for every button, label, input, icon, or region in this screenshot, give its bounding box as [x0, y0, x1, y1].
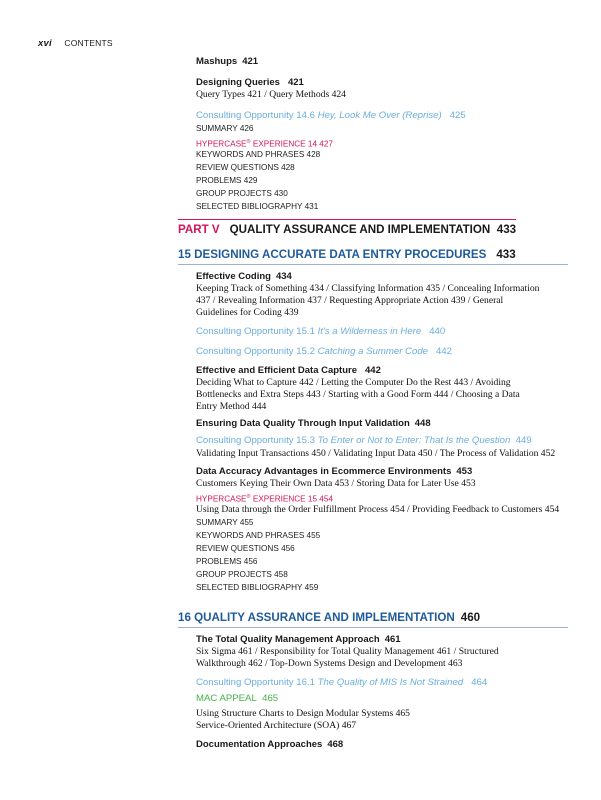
- summary-14[interactable]: SUMMARY 426: [196, 124, 254, 133]
- hypercase-14[interactable]: HYPERCASE® EXPERIENCE 14 427: [196, 139, 333, 149]
- mac-appeal[interactable]: MAC APPEAL 465: [196, 693, 279, 704]
- keywords-15[interactable]: KEYWORDS AND PHRASES 455: [196, 531, 321, 540]
- problems-15[interactable]: PROBLEMS 456: [196, 557, 258, 566]
- entry-effective-coding[interactable]: Effective Coding 434: [196, 271, 292, 282]
- chapter-15-heading[interactable]: 15 DESIGNING ACCURATE DATA ENTRY PROCEDURES 433: [178, 248, 516, 261]
- chapter-15-rule: [178, 264, 568, 265]
- designing-queries-detail: Query Types 421 / Query Methods 424: [196, 89, 346, 100]
- mac-detail-1: Using Structure Charts to Design Modular Systems 465: [196, 708, 410, 719]
- keywords-14[interactable]: KEYWORDS AND PHRASES 428: [196, 150, 321, 159]
- chapter-16-rule: [178, 627, 568, 628]
- running-header: [38, 38, 113, 49]
- problems-14[interactable]: PROBLEMS 429: [196, 176, 258, 185]
- review-14[interactable]: REVIEW QUESTIONS 428: [196, 163, 295, 172]
- chapter-16-heading[interactable]: 16 QUALITY ASSURANCE AND IMPLEMENTATION 460: [178, 611, 481, 624]
- summary-15[interactable]: SUMMARY 455: [196, 518, 254, 527]
- entry-documentation[interactable]: Documentation Approaches 468: [196, 739, 344, 750]
- order-detail: Using Data through the Order Fulfillment Process 454 / Providing Feedback to Customers 454: [196, 504, 560, 515]
- consulting-15-3[interactable]: Consulting Opportunity 15.3 To Enter or Not to Enter: That Is the Question 449: [196, 435, 532, 446]
- page-number: xvi: [38, 38, 52, 49]
- coding-detail-2: 437 / Revealing Information 437 / Requesting Appropriate Action 439 / General: [196, 295, 504, 306]
- consulting-14-6[interactable]: Consulting Opportunity 14.6 Hey, Look Me Over (Reprise) 425: [196, 110, 466, 121]
- tqm-detail-2: Walkthrough 462 / Top-Down Systems Design and Development 463: [196, 658, 463, 669]
- entry-data-capture[interactable]: Effective and Efficient Data Capture 442: [196, 365, 381, 376]
- mac-detail-2: Service-Oriented Architecture (SOA) 467: [196, 720, 357, 731]
- consulting-16-1[interactable]: Consulting Opportunity 16.1 The Quality of MIS Is Not Strained 464: [196, 677, 488, 688]
- entry-ensuring-quality[interactable]: Ensuring Data Quality Through Input Validation 448: [196, 418, 431, 429]
- coding-detail-1: Keeping Track of Something 434 / Classifying Information 435 / Concealing Information: [196, 283, 540, 294]
- header-title: CONTENTS: [64, 38, 113, 48]
- coding-detail-3: Guidelines for Coding 439: [196, 307, 299, 318]
- part-v-heading[interactable]: PART V QUALITY ASSURANCE AND IMPLEMENTATION 433: [178, 223, 517, 236]
- tqm-detail-1: Six Sigma 461 / Responsibility for Total Quality Management 461 / Structured: [196, 646, 499, 657]
- capture-detail-2: Bottlenecks and Extra Steps 443 / Starting with a Good Form 444 / Choosing a Data: [196, 389, 520, 400]
- entry-data-accuracy[interactable]: Data Accuracy Advantages in Ecommerce Environments 453: [196, 466, 473, 477]
- entry-tqm[interactable]: The Total Quality Management Approach 461: [196, 634, 401, 645]
- part-rule: [178, 219, 516, 220]
- entry-mashups[interactable]: Mashups 421: [196, 56, 259, 67]
- entry-designing-queries[interactable]: Designing Queries 421: [196, 77, 304, 88]
- bibliography-14[interactable]: SELECTED BIBLIOGRAPHY 431: [196, 202, 319, 211]
- capture-detail-1: Deciding What to Capture 442 / Letting the Computer Do the Rest 443 / Avoiding: [196, 377, 511, 388]
- validating-detail: Validating Input Transactions 450 / Validating Input Data 450 / The Process of Validation 452: [196, 448, 556, 459]
- accuracy-detail: Customers Keying Their Own Data 453 / Storing Data for Later Use 453: [196, 478, 476, 489]
- group-projects-15[interactable]: GROUP PROJECTS 458: [196, 570, 288, 579]
- bibliography-15[interactable]: SELECTED BIBLIOGRAPHY 459: [196, 583, 319, 592]
- hypercase-15[interactable]: HYPERCASE® EXPERIENCE 15 454: [196, 494, 333, 504]
- group-projects-14[interactable]: GROUP PROJECTS 430: [196, 189, 288, 198]
- capture-detail-3: Entry Method 444: [196, 401, 267, 412]
- consulting-15-2[interactable]: Consulting Opportunity 15.2 Catching a Summer Code 442: [196, 346, 453, 357]
- consulting-15-1[interactable]: Consulting Opportunity 15.1 It's a Wilderness in Here 440: [196, 326, 446, 337]
- review-15[interactable]: REVIEW QUESTIONS 456: [196, 544, 295, 553]
